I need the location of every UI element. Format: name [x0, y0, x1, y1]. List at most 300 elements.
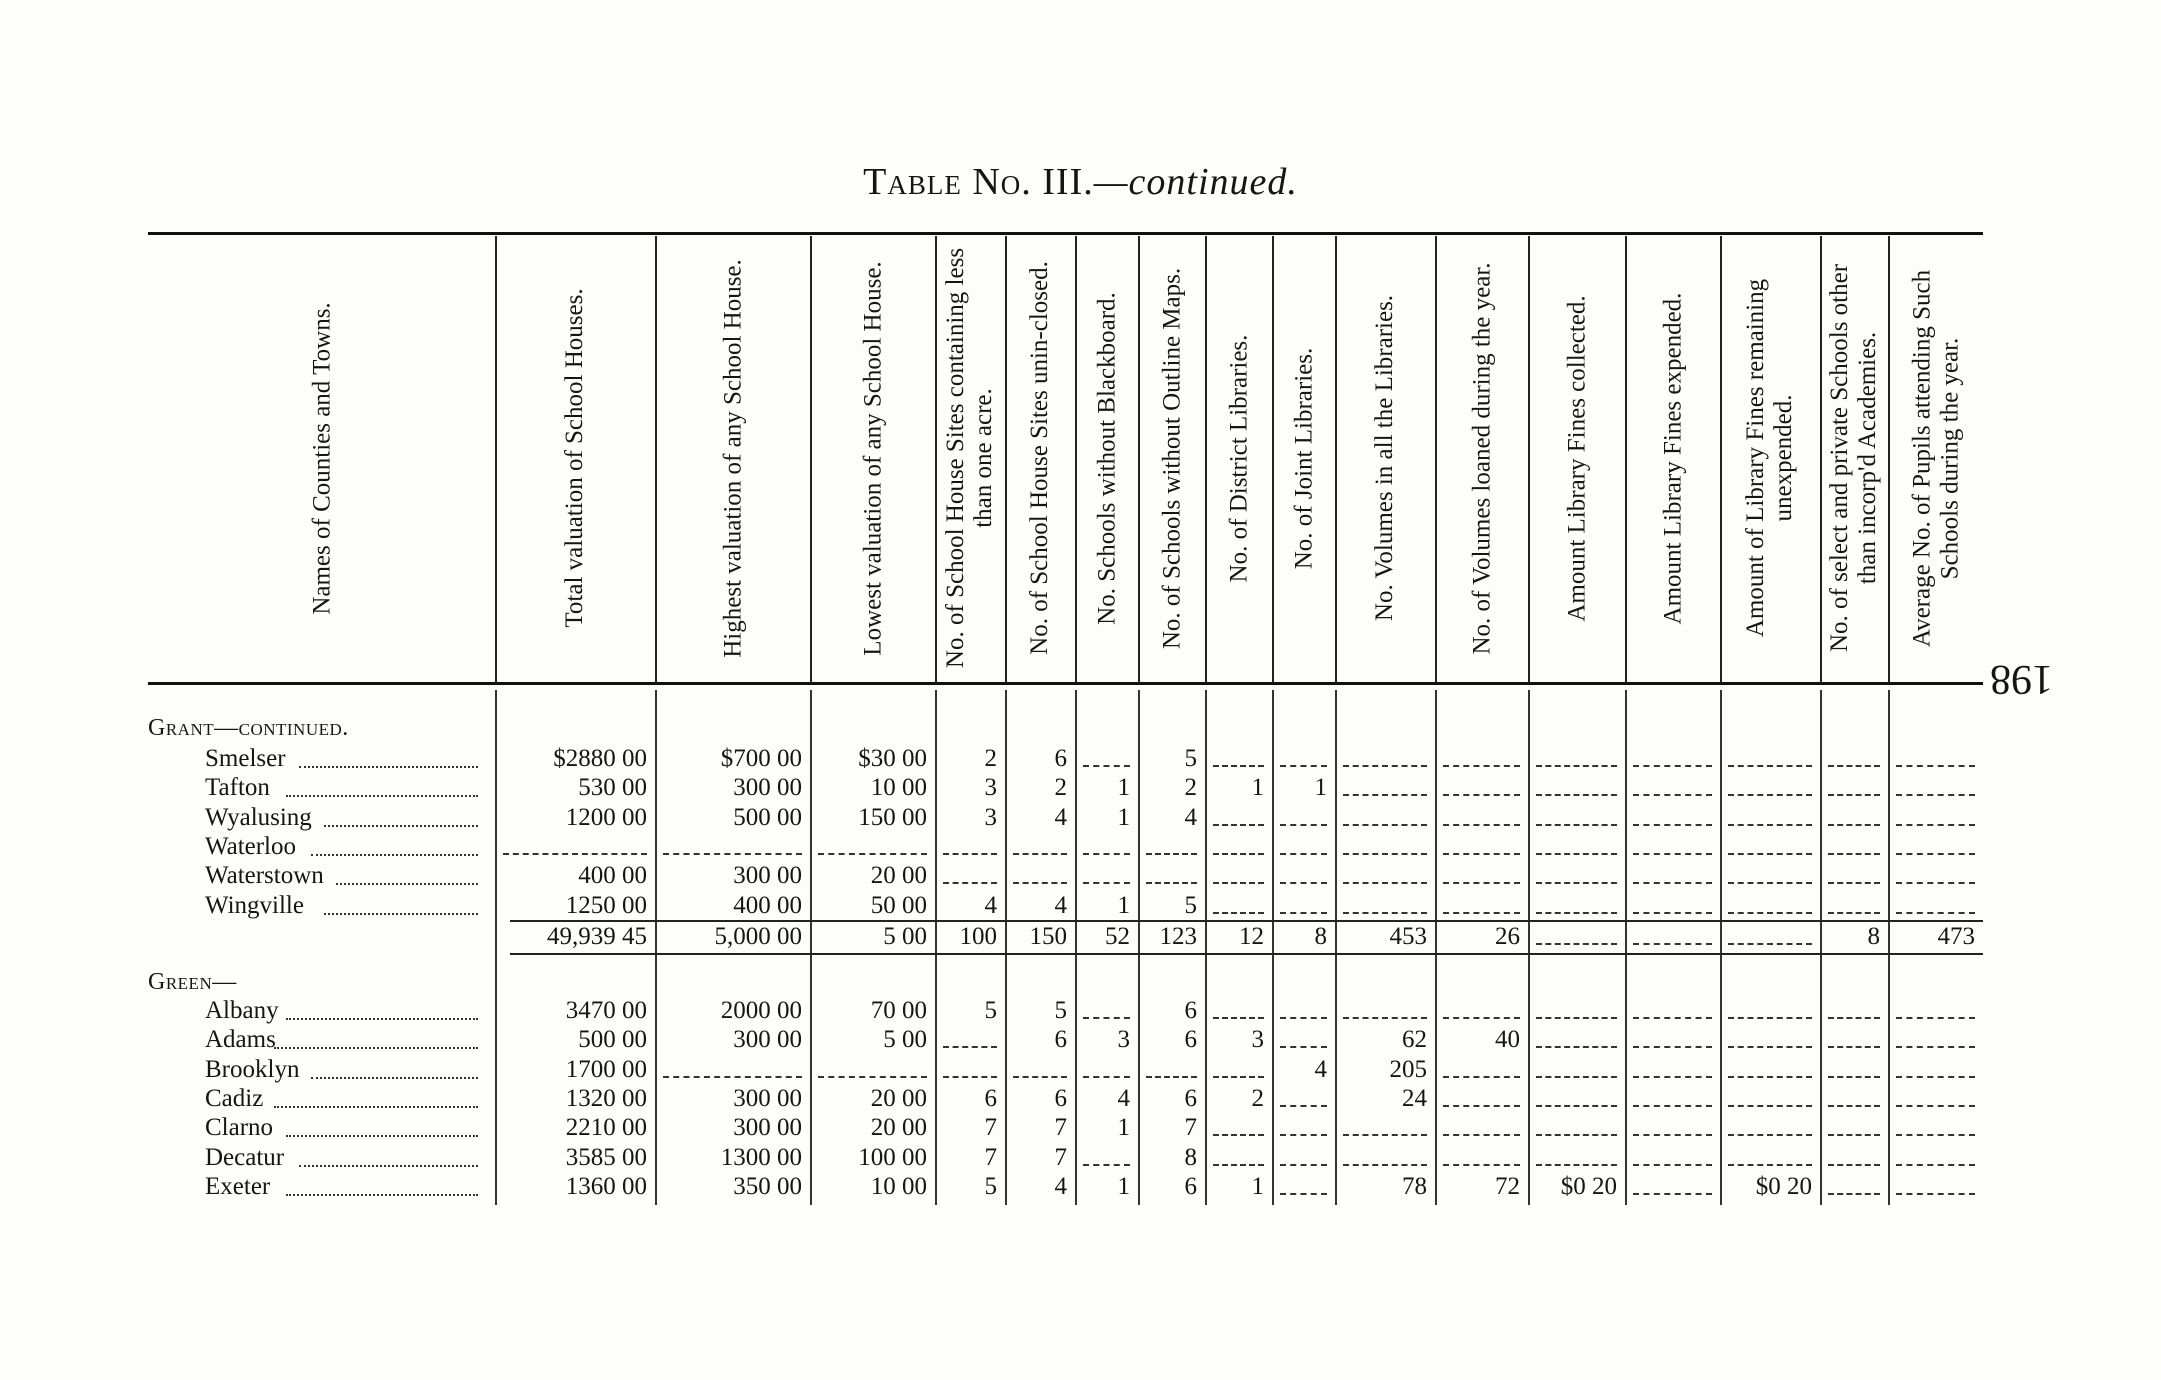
empty-cell-dash: [1443, 851, 1520, 855]
town-name: Adams: [205, 1026, 276, 1054]
column-header-6: No. Schools without Blackboard.: [1092, 291, 1120, 625]
empty-cell-dash: [1146, 880, 1197, 884]
empty-cell-dash: [1728, 880, 1812, 884]
empty-cell-dash: [1213, 1162, 1264, 1166]
empty-cell-dash: [1013, 1074, 1067, 1078]
table-cell: 300 00: [733, 1114, 802, 1142]
totals-row: [0, 922, 2161, 951]
table-row: [0, 861, 2161, 890]
table-cell: 1250 00: [565, 891, 647, 919]
table-cell: 3585 00: [565, 1143, 647, 1171]
column-header-10: No. Volumes in all the Libraries.: [1371, 294, 1398, 622]
empty-cell-dash: [1343, 822, 1427, 826]
table-cell: 50 00: [870, 891, 927, 919]
empty-cell-dash: [1828, 1044, 1880, 1048]
table-cell: 300 00: [733, 1084, 802, 1112]
table-cell: 4: [1054, 803, 1067, 831]
empty-cell-dash: [1280, 1015, 1327, 1019]
empty-cell-dash: [818, 1074, 927, 1078]
empty-cell-dash: [1828, 1015, 1880, 1019]
column-header-15: No. of select and private Schools other than incorp'd Academies.: [1826, 263, 1881, 653]
table-cell: 2: [1054, 774, 1067, 802]
town-name: Albany: [205, 997, 279, 1024]
empty-cell-dash: [1536, 1074, 1617, 1078]
empty-cell-dash: [1896, 1132, 1975, 1136]
table-cell: 20 00: [870, 862, 927, 890]
town-name: Clarno: [205, 1114, 274, 1142]
town-name: Wyalusing: [205, 803, 312, 831]
table-row: [0, 1172, 2161, 1201]
empty-cell-dash: [1213, 763, 1264, 767]
town-name: Cadiz: [205, 1084, 264, 1112]
empty-cell-dash: [1536, 822, 1617, 826]
table-cell: 7: [984, 1143, 997, 1171]
empty-cell-dash: [1280, 822, 1327, 826]
dot-leader: [274, 1104, 479, 1108]
empty-cell-dash: [1728, 822, 1812, 826]
empty-cell-dash: [1896, 1015, 1975, 1019]
table-cell: 1700 00: [565, 1055, 647, 1083]
table-cell: $0 20: [1560, 1172, 1617, 1200]
table-cell: 4: [1054, 891, 1067, 919]
column-header-8: No. of District Libraries.: [1224, 334, 1252, 582]
column-header-7: No. of Schools without Outline Maps.: [1157, 267, 1185, 649]
table-cell: 10 00: [870, 774, 927, 802]
town-name: Wingville: [205, 891, 304, 919]
town-name: Smelser: [205, 745, 286, 772]
dot-leader: [286, 1133, 478, 1137]
table-cell: 1: [1251, 774, 1264, 802]
empty-cell-dash: [1013, 851, 1067, 855]
empty-cell-dash: [1633, 763, 1712, 767]
empty-cell-dash: [1728, 1103, 1812, 1107]
dot-leader: [286, 793, 478, 797]
total-cell: 26: [1495, 923, 1520, 950]
empty-cell-dash: [1443, 1162, 1520, 1166]
empty-cell-dash: [1536, 1044, 1617, 1048]
empty-cell-dash: [1728, 1044, 1812, 1048]
empty-cell-dash: [1280, 880, 1327, 884]
table-cell: 1: [1251, 1172, 1264, 1200]
empty-cell-dash: [1536, 792, 1617, 796]
county-label-green: Green—: [148, 969, 237, 995]
empty-cell-dash: [1443, 763, 1520, 767]
empty-cell-dash: [1896, 763, 1975, 767]
dot-leader: [274, 1045, 479, 1049]
empty-cell-dash: [1633, 1191, 1712, 1195]
empty-cell-dash: [1280, 763, 1327, 767]
empty-cell-dash: [1633, 851, 1712, 855]
table-cell: 205: [1389, 1055, 1427, 1083]
empty-cell-dash: [1536, 880, 1617, 884]
table-row: [0, 744, 2161, 773]
empty-cell-dash: [943, 1044, 997, 1048]
table-row: [0, 1055, 2161, 1084]
empty-cell-dash: [1633, 880, 1712, 884]
header-divider: [655, 236, 657, 682]
table-cell: 6: [1184, 1026, 1197, 1054]
empty-cell-dash: [1633, 792, 1712, 796]
empty-cell-dash: [1828, 1132, 1880, 1136]
table-cell: 6: [984, 1084, 997, 1112]
header-divider: [935, 236, 937, 682]
header-divider: [1528, 236, 1530, 682]
empty-cell-dash: [1896, 1162, 1975, 1166]
header-divider: [1335, 236, 1337, 682]
empty-cell-dash: [1443, 1103, 1520, 1107]
table-cell: 1: [1117, 1172, 1130, 1200]
column-header-16: Average No. of Pupils attending Such Schools during the year.: [1907, 269, 1963, 647]
total-cell: 123: [1159, 923, 1197, 950]
table-cell: 6: [1184, 1172, 1197, 1200]
table-cell: 1: [1314, 774, 1327, 802]
empty-cell-dash: [1828, 792, 1880, 796]
table-row: [0, 1143, 2161, 1172]
empty-cell-dash: [1828, 880, 1880, 884]
empty-cell-dash: [1536, 1132, 1617, 1136]
dot-leader: [299, 1163, 479, 1167]
table-cell: 2: [1184, 774, 1197, 802]
empty-cell-dash: [1443, 880, 1520, 884]
empty-cell-dash: [1536, 763, 1617, 767]
empty-cell-dash: [1536, 941, 1617, 945]
column-header-2: Highest valuation of any School House.: [718, 258, 746, 658]
table-cell: 1320 00: [565, 1084, 647, 1112]
empty-cell-dash: [1083, 851, 1130, 855]
table-cell: 6: [1184, 1084, 1197, 1112]
table-row: [0, 1084, 2161, 1113]
empty-cell-dash: [1343, 1015, 1427, 1019]
table-cell: 10 00: [870, 1172, 927, 1200]
empty-cell-dash: [1536, 1015, 1617, 1019]
empty-cell-dash: [1213, 1132, 1264, 1136]
empty-cell-dash: [1728, 941, 1812, 945]
table-row: [0, 996, 2161, 1025]
table-cell: 1200 00: [565, 803, 647, 831]
column-header-5: No. of School House Sites unin-closed.: [1026, 261, 1053, 655]
empty-cell-dash: [1728, 763, 1812, 767]
table-cell: 500 00: [578, 1026, 647, 1054]
empty-cell-dash: [1633, 941, 1712, 945]
empty-cell-dash: [1633, 1074, 1712, 1078]
empty-cell-dash: [1443, 1074, 1520, 1078]
dot-leader: [336, 881, 478, 885]
table-cell: 7: [1054, 1143, 1067, 1171]
table-cell: 3: [984, 774, 997, 802]
empty-cell-dash: [1896, 1103, 1975, 1107]
empty-cell-dash: [1536, 1103, 1617, 1107]
empty-cell-dash: [1343, 880, 1427, 884]
table-cell: 300 00: [733, 1026, 802, 1054]
dot-leader: [299, 764, 479, 768]
table-cell: 1360 00: [565, 1172, 647, 1200]
table-row: [0, 832, 2161, 861]
table-cell: 1: [1117, 774, 1130, 802]
empty-cell-dash: [1443, 910, 1520, 914]
empty-cell-dash: [1828, 822, 1880, 826]
table-cell: 4: [984, 891, 997, 919]
empty-cell-dash: [1280, 1103, 1327, 1107]
table-cell: 7: [1054, 1114, 1067, 1142]
empty-cell-dash: [1896, 880, 1975, 884]
empty-cell-dash: [1536, 910, 1617, 914]
total-cell: 150: [1029, 923, 1067, 950]
total-cell: 5 00: [883, 923, 927, 950]
empty-cell-dash: [1828, 1162, 1880, 1166]
total-cell: 100: [959, 923, 997, 950]
table-row: [0, 803, 2161, 832]
total-cell: 473: [1937, 923, 1975, 950]
table-cell: 2000 00: [720, 997, 802, 1024]
empty-cell-dash: [1828, 1191, 1880, 1195]
header-divider: [1820, 236, 1822, 682]
empty-cell-dash: [1280, 1132, 1327, 1136]
empty-cell-dash: [1343, 1162, 1427, 1166]
empty-cell-dash: [1343, 1132, 1427, 1136]
empty-cell-dash: [1213, 910, 1264, 914]
empty-cell-dash: [1633, 910, 1712, 914]
empty-cell-dash: [1896, 1044, 1975, 1048]
empty-cell-dash: [1896, 851, 1975, 855]
column-header-9: No. of Joint Libraries.: [1289, 347, 1317, 569]
dot-leader: [286, 1016, 478, 1020]
header-divider: [810, 236, 812, 682]
empty-cell-dash: [943, 851, 997, 855]
empty-cell-dash: [1896, 910, 1975, 914]
table-cell: 100 00: [858, 1143, 927, 1171]
table-title-main: Table No. III.: [863, 161, 1094, 203]
table-cell: 400 00: [578, 862, 647, 890]
empty-cell-dash: [1728, 910, 1812, 914]
header-divider: [1075, 236, 1077, 682]
empty-cell-dash: [1633, 1103, 1712, 1107]
table-cell: 6: [1054, 1026, 1067, 1054]
table-cell: 20 00: [870, 1084, 927, 1112]
header-divider: [1435, 236, 1437, 682]
table-cell: 530 00: [578, 774, 647, 802]
table-title: [0, 160, 2161, 204]
table-cell: $700 00: [720, 745, 802, 772]
table-cell: 4: [1314, 1055, 1327, 1083]
dot-leader: [324, 823, 479, 827]
table-cell: 4: [1054, 1172, 1067, 1200]
column-header-12: Amount Library Fines collected.: [1562, 294, 1590, 622]
table-cell: 4: [1117, 1084, 1130, 1112]
table-cell: 7: [984, 1114, 997, 1142]
empty-cell-dash: [1536, 1162, 1617, 1166]
empty-cell-dash: [1896, 792, 1975, 796]
empty-cell-dash: [1280, 851, 1327, 855]
table-cell: 400 00: [733, 891, 802, 919]
total-cell: 8: [1867, 923, 1880, 950]
empty-cell-dash: [1213, 1015, 1264, 1019]
header-bottom-rule: [148, 682, 1983, 685]
table-cell: 20 00: [870, 1114, 927, 1142]
table-cell: 78: [1402, 1172, 1427, 1200]
table-cell: 2: [984, 745, 997, 772]
town-name: Tafton: [205, 774, 270, 802]
empty-cell-dash: [1728, 1162, 1812, 1166]
table-cell: 6: [1054, 745, 1067, 772]
table-cell: $2880 00: [553, 745, 647, 772]
empty-cell-dash: [1896, 822, 1975, 826]
dot-leader: [311, 1075, 478, 1079]
town-name: Waterstown: [205, 862, 324, 890]
county-label-grant: Grant—continued.: [148, 715, 349, 741]
town-name: Waterloo: [205, 832, 297, 860]
table-cell: 3: [1117, 1026, 1130, 1054]
table-cell: 300 00: [733, 862, 802, 890]
empty-cell-dash: [1633, 1162, 1712, 1166]
column-header-0: Names of Counties and Towns.: [307, 301, 335, 615]
total-cell: 52: [1105, 923, 1130, 950]
total-cell: 453: [1389, 923, 1427, 950]
header-divider: [495, 236, 497, 682]
empty-cell-dash: [1443, 792, 1520, 796]
empty-cell-dash: [818, 851, 927, 855]
empty-cell-dash: [1213, 880, 1264, 884]
empty-cell-dash: [1343, 763, 1427, 767]
empty-cell-dash: [1728, 1074, 1812, 1078]
table-cell: 7: [1184, 1114, 1197, 1142]
table-cell: 62: [1402, 1026, 1427, 1054]
empty-cell-dash: [1728, 1132, 1812, 1136]
empty-cell-dash: [1728, 792, 1812, 796]
column-header-3: Lowest valuation of any School House.: [858, 260, 886, 656]
table-title-continued: —continued.: [1093, 161, 1298, 203]
table-cell: 1: [1117, 803, 1130, 831]
empty-cell-dash: [1013, 880, 1067, 884]
empty-cell-dash: [1146, 1074, 1197, 1078]
dot-leader: [286, 1192, 478, 1196]
empty-cell-dash: [1083, 1015, 1130, 1019]
empty-cell-dash: [1083, 1074, 1130, 1078]
empty-cell-dash: [1633, 1015, 1712, 1019]
column-header-4: No. of School House Sites containing less than one acre.: [942, 247, 997, 669]
empty-cell-dash: [1828, 851, 1880, 855]
empty-cell-dash: [1083, 1162, 1130, 1166]
top-rule: [148, 232, 1983, 235]
total-cell: 49,939 45: [547, 923, 647, 950]
town-name: Decatur: [205, 1143, 285, 1171]
dot-leader: [311, 852, 478, 856]
empty-cell-dash: [1343, 851, 1427, 855]
table-row: [0, 891, 2161, 920]
header-divider: [1005, 236, 1007, 682]
table-cell: 5: [1184, 745, 1197, 772]
table-cell: 2210 00: [565, 1114, 647, 1142]
empty-cell-dash: [1280, 1162, 1327, 1166]
table-cell: 1300 00: [720, 1143, 802, 1171]
empty-cell-dash: [663, 851, 802, 855]
empty-cell-dash: [1443, 822, 1520, 826]
table-cell: 4: [1184, 803, 1197, 831]
table-cell: 3: [1251, 1026, 1264, 1054]
table-row: [0, 1113, 2161, 1142]
table-cell: 8: [1184, 1143, 1197, 1171]
empty-cell-dash: [1213, 851, 1264, 855]
table-cell: 5: [984, 1172, 997, 1200]
town-name: Brooklyn: [205, 1055, 300, 1083]
table-cell: 300 00: [733, 774, 802, 802]
empty-cell-dash: [1828, 1074, 1880, 1078]
header-divider: [1720, 236, 1722, 682]
table-cell: 150 00: [858, 803, 927, 831]
empty-cell-dash: [1633, 1044, 1712, 1048]
table-row: [0, 1025, 2161, 1054]
column-header-13: Amount Library Fines expended.: [1658, 292, 1686, 624]
empty-cell-dash: [663, 1074, 802, 1078]
table-cell: 3: [984, 803, 997, 831]
table-cell: 2: [1251, 1084, 1264, 1112]
empty-cell-dash: [1280, 1191, 1327, 1195]
empty-cell-dash: [1443, 1132, 1520, 1136]
empty-cell-dash: [1896, 1074, 1975, 1078]
dot-leader: [324, 911, 479, 915]
page-number: 198: [1990, 656, 2053, 702]
empty-cell-dash: [1728, 851, 1812, 855]
empty-cell-dash: [1213, 822, 1264, 826]
table-cell: 5: [1184, 891, 1197, 919]
table-cell: 5: [984, 997, 997, 1024]
town-name: Exeter: [205, 1172, 271, 1200]
empty-cell-dash: [1828, 910, 1880, 914]
header-divider: [1888, 236, 1890, 682]
table-cell: $30 00: [858, 745, 927, 772]
total-cell: 12: [1239, 923, 1264, 950]
table-cell: 6: [1054, 1084, 1067, 1112]
empty-cell-dash: [1828, 1103, 1880, 1107]
empty-cell-dash: [943, 880, 997, 884]
empty-cell-dash: [1633, 822, 1712, 826]
column-header-1: Total valuation of School Houses.: [561, 288, 588, 628]
empty-cell-dash: [1280, 1044, 1327, 1048]
table-cell: 5 00: [883, 1026, 927, 1054]
table-cell: 1: [1117, 891, 1130, 919]
table-cell: 5: [1054, 997, 1067, 1024]
table-cell: $0 20: [1755, 1172, 1812, 1200]
empty-cell-dash: [1343, 792, 1427, 796]
total-cell: 8: [1314, 923, 1327, 950]
empty-cell-dash: [503, 851, 647, 855]
table-row: [0, 773, 2161, 802]
table-cell: 72: [1495, 1172, 1520, 1200]
table-cell: 70 00: [870, 997, 927, 1024]
table-cell: 1: [1117, 1114, 1130, 1142]
empty-cell-dash: [1343, 910, 1427, 914]
empty-cell-dash: [1443, 1015, 1520, 1019]
empty-cell-dash: [1728, 1015, 1812, 1019]
table-cell: 350 00: [733, 1172, 802, 1200]
column-header-14: Amount of Library Fines remaining unexpended.: [1742, 278, 1797, 638]
header-divider: [1272, 236, 1274, 682]
table-cell: 40: [1495, 1026, 1520, 1054]
empty-cell-dash: [1633, 1132, 1712, 1136]
column-header-11: No. of Volumes loaned during the year.: [1467, 261, 1495, 655]
sum-rule-bottom: [510, 953, 1983, 955]
table-cell: 6: [1184, 997, 1197, 1024]
table-cell: 3470 00: [565, 997, 647, 1024]
empty-cell-dash: [1828, 763, 1880, 767]
empty-cell-dash: [1083, 763, 1130, 767]
total-cell: 5,000 00: [714, 923, 802, 950]
empty-cell-dash: [1083, 880, 1130, 884]
header-divider: [1138, 236, 1140, 682]
table-cell: 24: [1402, 1084, 1427, 1112]
empty-cell-dash: [1896, 1191, 1975, 1195]
table-cell: 500 00: [733, 803, 802, 831]
empty-cell-dash: [1280, 910, 1327, 914]
